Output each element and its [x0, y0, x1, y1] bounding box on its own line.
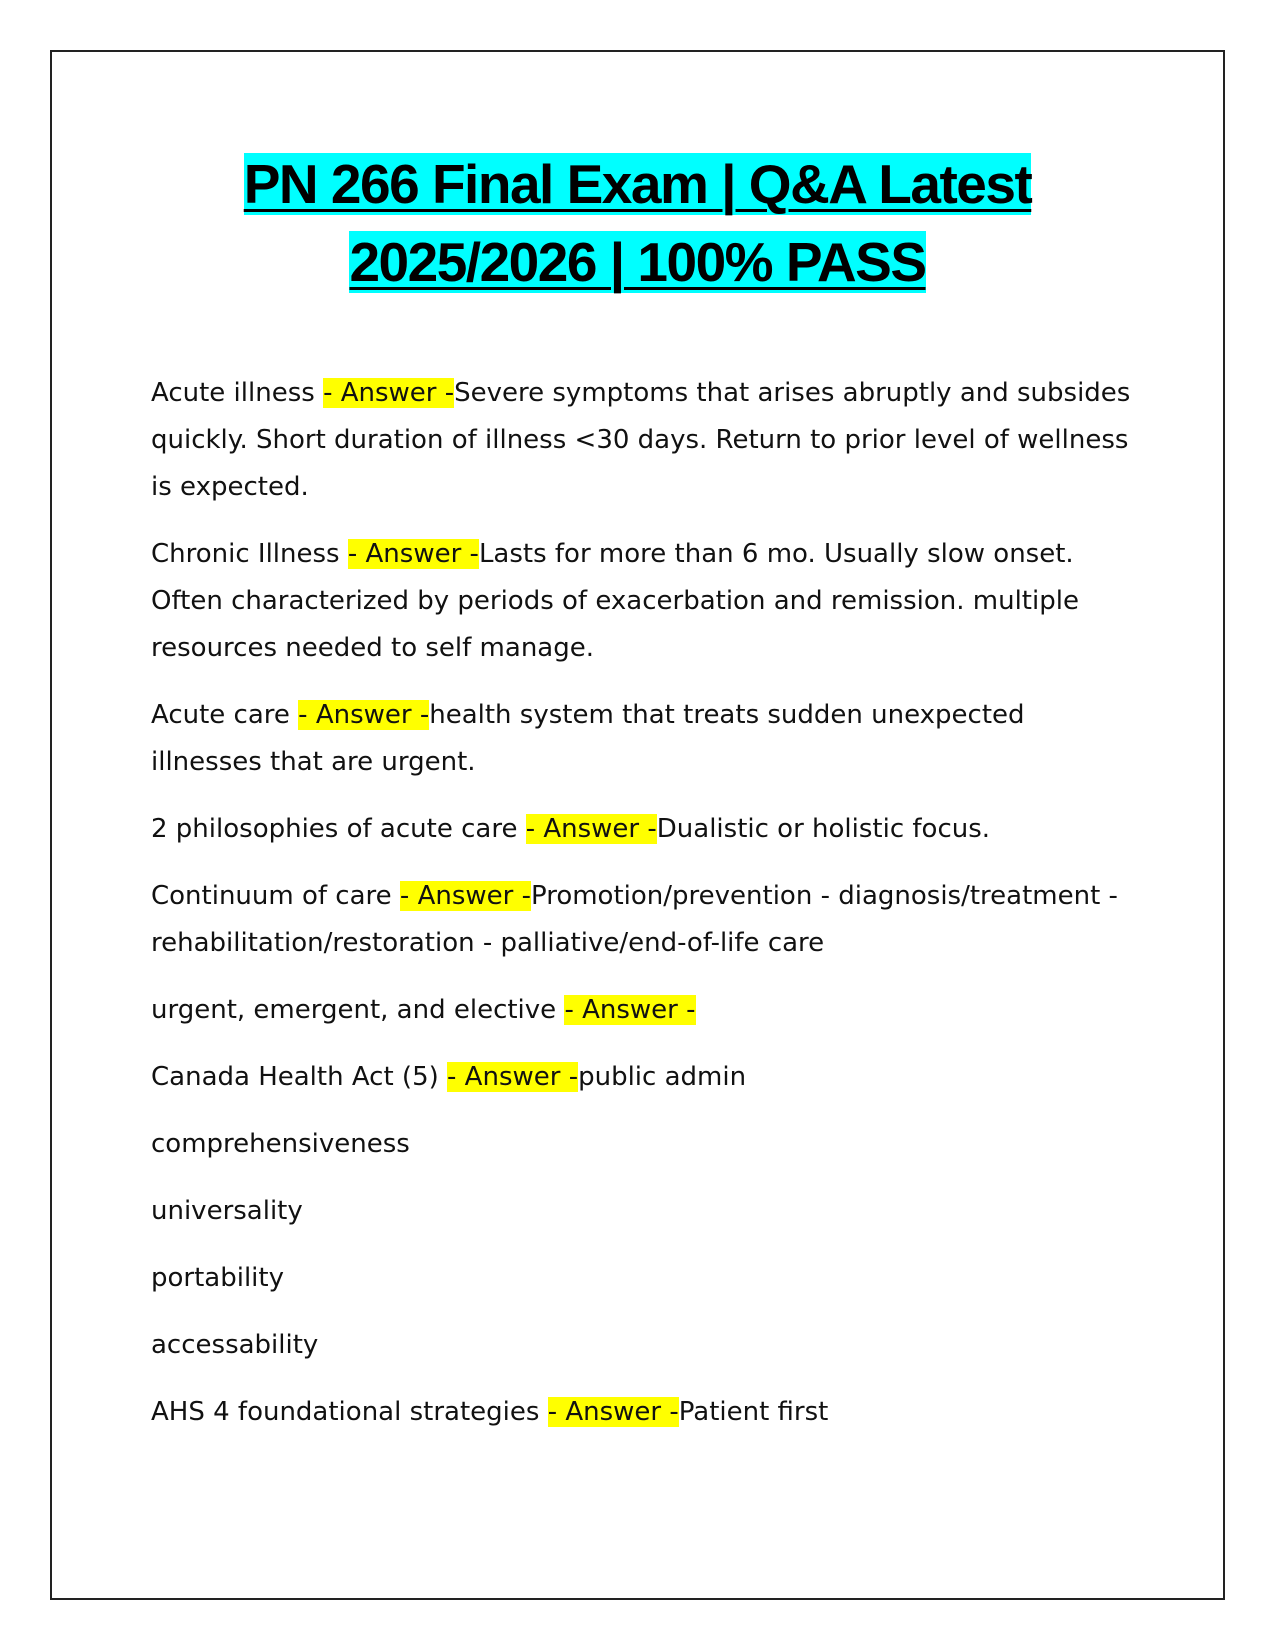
answer-marker: - Answer - [399, 881, 531, 911]
qa-term: Acute illness [151, 378, 324, 408]
title-line-2: 2025/2026 | 100% PASS [349, 231, 926, 293]
answer-marker: - Answer - [547, 1397, 679, 1427]
list-item: accessability [151, 1330, 319, 1360]
qa-answer: Promotion/prevention - diagnosis/treatment - rehabilitation/restoration - palliative/end-of-life care [151, 881, 1118, 958]
title-line-1: PN 266 Final Exam | Q&A Latest [243, 153, 1032, 215]
qa-entry [151, 873, 1131, 967]
answer-marker: - Answer - [564, 995, 696, 1025]
list-item: comprehensiveness [151, 1129, 410, 1159]
qa-entry [151, 531, 1131, 672]
qa-content [151, 370, 1131, 1456]
qa-entry [151, 806, 1131, 853]
answer-marker: - Answer - [525, 814, 657, 844]
qa-answer: Severe symptoms that arises abruptly and subsides quickly. Short duration of illness <30 days. Return to prior level of wellness is expected. [151, 378, 1131, 502]
qa-entry [151, 692, 1131, 786]
answer-marker: - Answer - [347, 539, 479, 569]
list-item: portability [151, 1263, 284, 1293]
answer-marker: - Answer - [323, 378, 455, 408]
qa-term: Chronic Illness [151, 539, 348, 569]
qa-answer: Lasts for more than 6 mo. Usually slow onset. Often characterized by periods of exacerbation and remission. multiple resources needed to self manage. [151, 539, 1079, 663]
qa-entry [151, 1389, 1131, 1436]
answer-marker: - Answer - [447, 1062, 579, 1092]
qa-term: Continuum of care [151, 881, 400, 911]
list-item: universality [151, 1196, 303, 1226]
qa-entry [151, 987, 1131, 1034]
qa-term: Acute care [151, 700, 299, 730]
qa-term: Canada Health Act (5) [151, 1062, 448, 1092]
answer-marker: - Answer - [298, 700, 430, 730]
qa-term: AHS 4 foundational strategies [151, 1397, 548, 1427]
document-title [50, 145, 1225, 301]
qa-term: urgent, emergent, and elective [151, 995, 565, 1025]
qa-answer: Dualistic or holistic focus. [656, 814, 991, 844]
qa-entry [151, 1054, 1131, 1101]
qa-entry [151, 370, 1131, 511]
qa-answer: public admin [578, 1062, 747, 1092]
qa-answer: health system that treats sudden unexpected illnesses that are urgent. [151, 700, 1025, 777]
qa-answer: Patient first [678, 1397, 829, 1427]
qa-term: 2 philosophies of acute care [151, 814, 526, 844]
